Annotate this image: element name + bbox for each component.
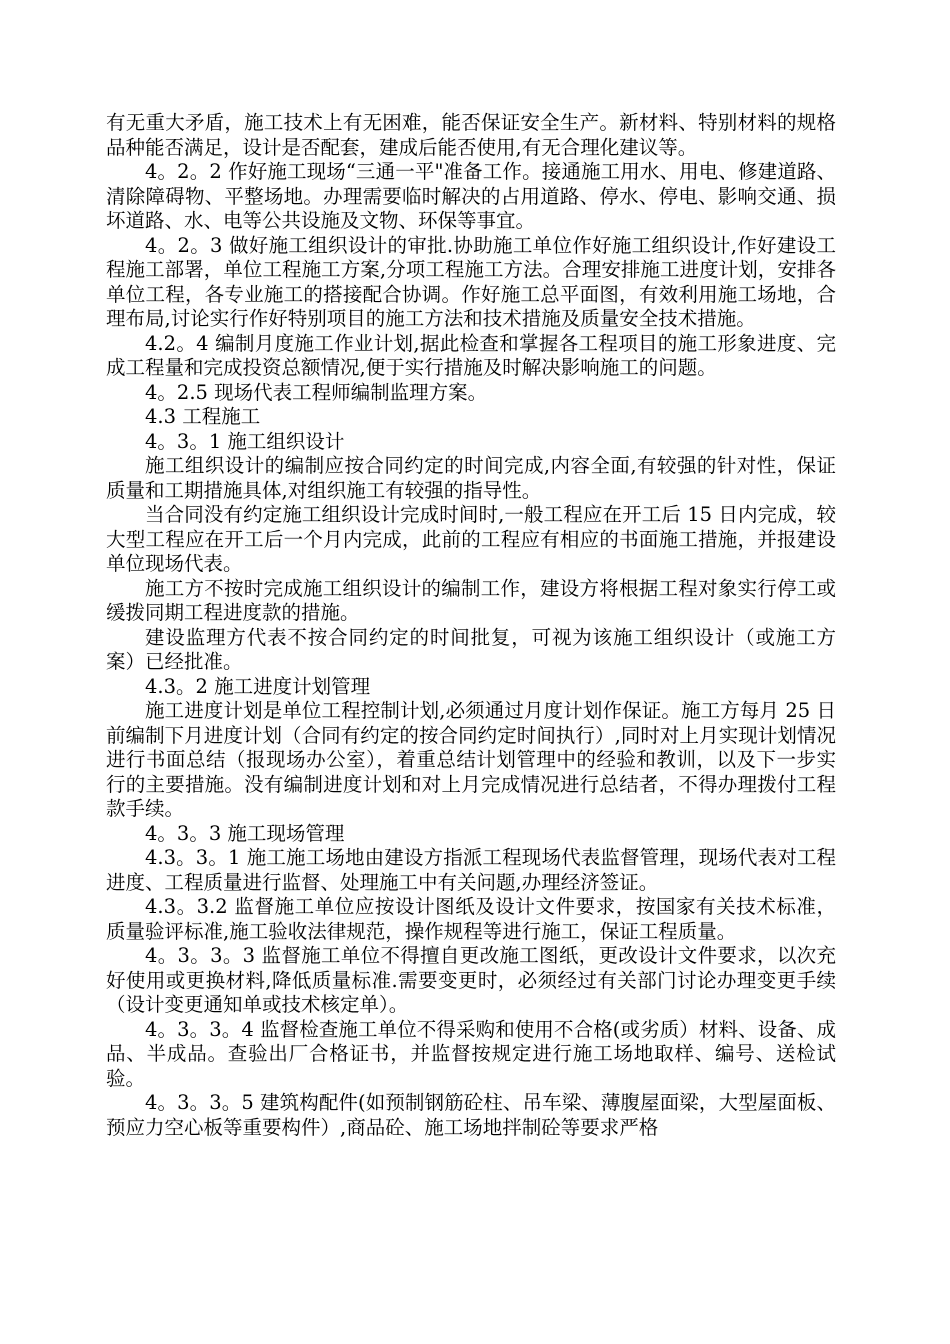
paragraph-18: 4。3。3。4 监督检查施工单位不得采购和使用不合格(或劣质）材料、设备、成品、半成品。查验出厂合格证书，并监督按规定进行施工场地取样、编号、送检试验。 [106,1017,836,1090]
paragraph-16: 4.3。3.2 监督施工单位应按设计图纸及设计文件要求，按国家有关技术标准，质量验评标准,施工验收法律规范，操作规程等进行施工，保证工程质量。 [106,895,836,943]
paragraph-15: 4.3。3。1 施工施工场地由建设方指派工程现场代表监督管理，现场代表对工程进度、工程质量进行监督、处理施工中有关问题,办理经济签证。 [106,846,836,894]
paragraph-13: 施工进度计划是单位工程控制计划,必须通过月度计划作保证。施工方每月 25 日前编制下月进度计划（合同有约定的按合同约定时间执行）,同时对上月实现计划情况进行书面总结（报现场办公室），着重总结计划管理中的经验和教训，以及下一步实行的主要措施。没有编制进度计划和对上月完成情况进行总结者，不得办理拨付工程款手续。 [106,699,836,820]
paragraph-2: 4。2。2 作好施工现场“三通一平"准备工作。接通施工用水、用电、修建道路、清除障碍物、平整场地。办理需要临时解决的占用道路、停水、停电、影响交通、损坏道路、水、电等公共设施及文物、环保等事宜。 [106,160,836,232]
paragraph-9: 当合同没有约定施工组织设计完成时间时,一般工程应在开工后 15 日内完成，较大型工程应在开工后一个月内完成，此前的工程应有相应的书面施工措施，并报建设单位现场代表。 [106,503,836,575]
subsection-heading-4-3-3: 4。3。3 施工现场管理 [145,821,345,845]
paragraph-11: 建设监理方代表不按合同约定的时间批复，可视为该施工组织设计（或施工方案）已经批准。 [106,625,836,673]
document-body [106,111,836,1140]
paragraph-1: 有无重大矛盾，施工技术上有无困难，能否保证安全生产。新材料、特别材料的规格品种能否满足，设计是否配套，建成后能否使用,有无合理化建议等。 [106,111,836,159]
paragraph-10: 施工方不按时完成施工组织设计的编制工作，建设方将根据工程对象实行停工或缓拨同期工程进度款的措施。 [106,576,836,624]
paragraph-5: 4。2.5 现场代表工程师编制监理方案。 [145,380,488,404]
section-heading-4-3: 4.3 工程施工 [145,405,261,428]
subsection-heading-4-3-2: 4.3。2 施工进度计划管理 [145,674,371,698]
paragraph-8: 施工组织设计的编制应按合同约定的时间完成,内容全面,有较强的针对性，保证质量和工期措施具体,对组织施工有较强的指导性。 [106,454,836,502]
paragraph-17: 4。3。3。3 监督施工单位不得擅自更改施工图纸，更改设计文件要求，以次充好使用或更换材料,降低质量标准.需要变更时，必须经过有关部门讨论办理变更手续（设计变更通知单或技术核定单）。 [106,944,836,1016]
paragraph-19: 4。3。3。5 建筑构配件(如预制钢筋砼柱、吊车梁、薄腹屋面梁，大型屋面板、预应力空心板等重要构件）,商品砼、施工场地拌制砼等要求严格 [106,1091,836,1139]
paragraph-3: 4。2。3 做好施工组织设计的审批.协助施工单位作好施工组织设计,作好建设工程施工部署，单位工程施工方案,分项工程施工方法。合理安排施工进度计划，安排各单位工程，各专业施工的搭接配合协调。作好施工总平面图，有效利用施工场地，合理布局,讨论实行作好特别项目的施工方法和技术措施及质量安全技术措施。 [106,233,836,330]
paragraph-4: 4.2。4 编制月度施工作业计划,据此检查和掌握各工程项目的施工形象进度、完成工程量和完成投资总额情况,便于实行措施及时解决影响施工的问题。 [106,331,836,379]
subsection-heading-4-3-1: 4。3。1 施工组织设计 [145,429,345,453]
